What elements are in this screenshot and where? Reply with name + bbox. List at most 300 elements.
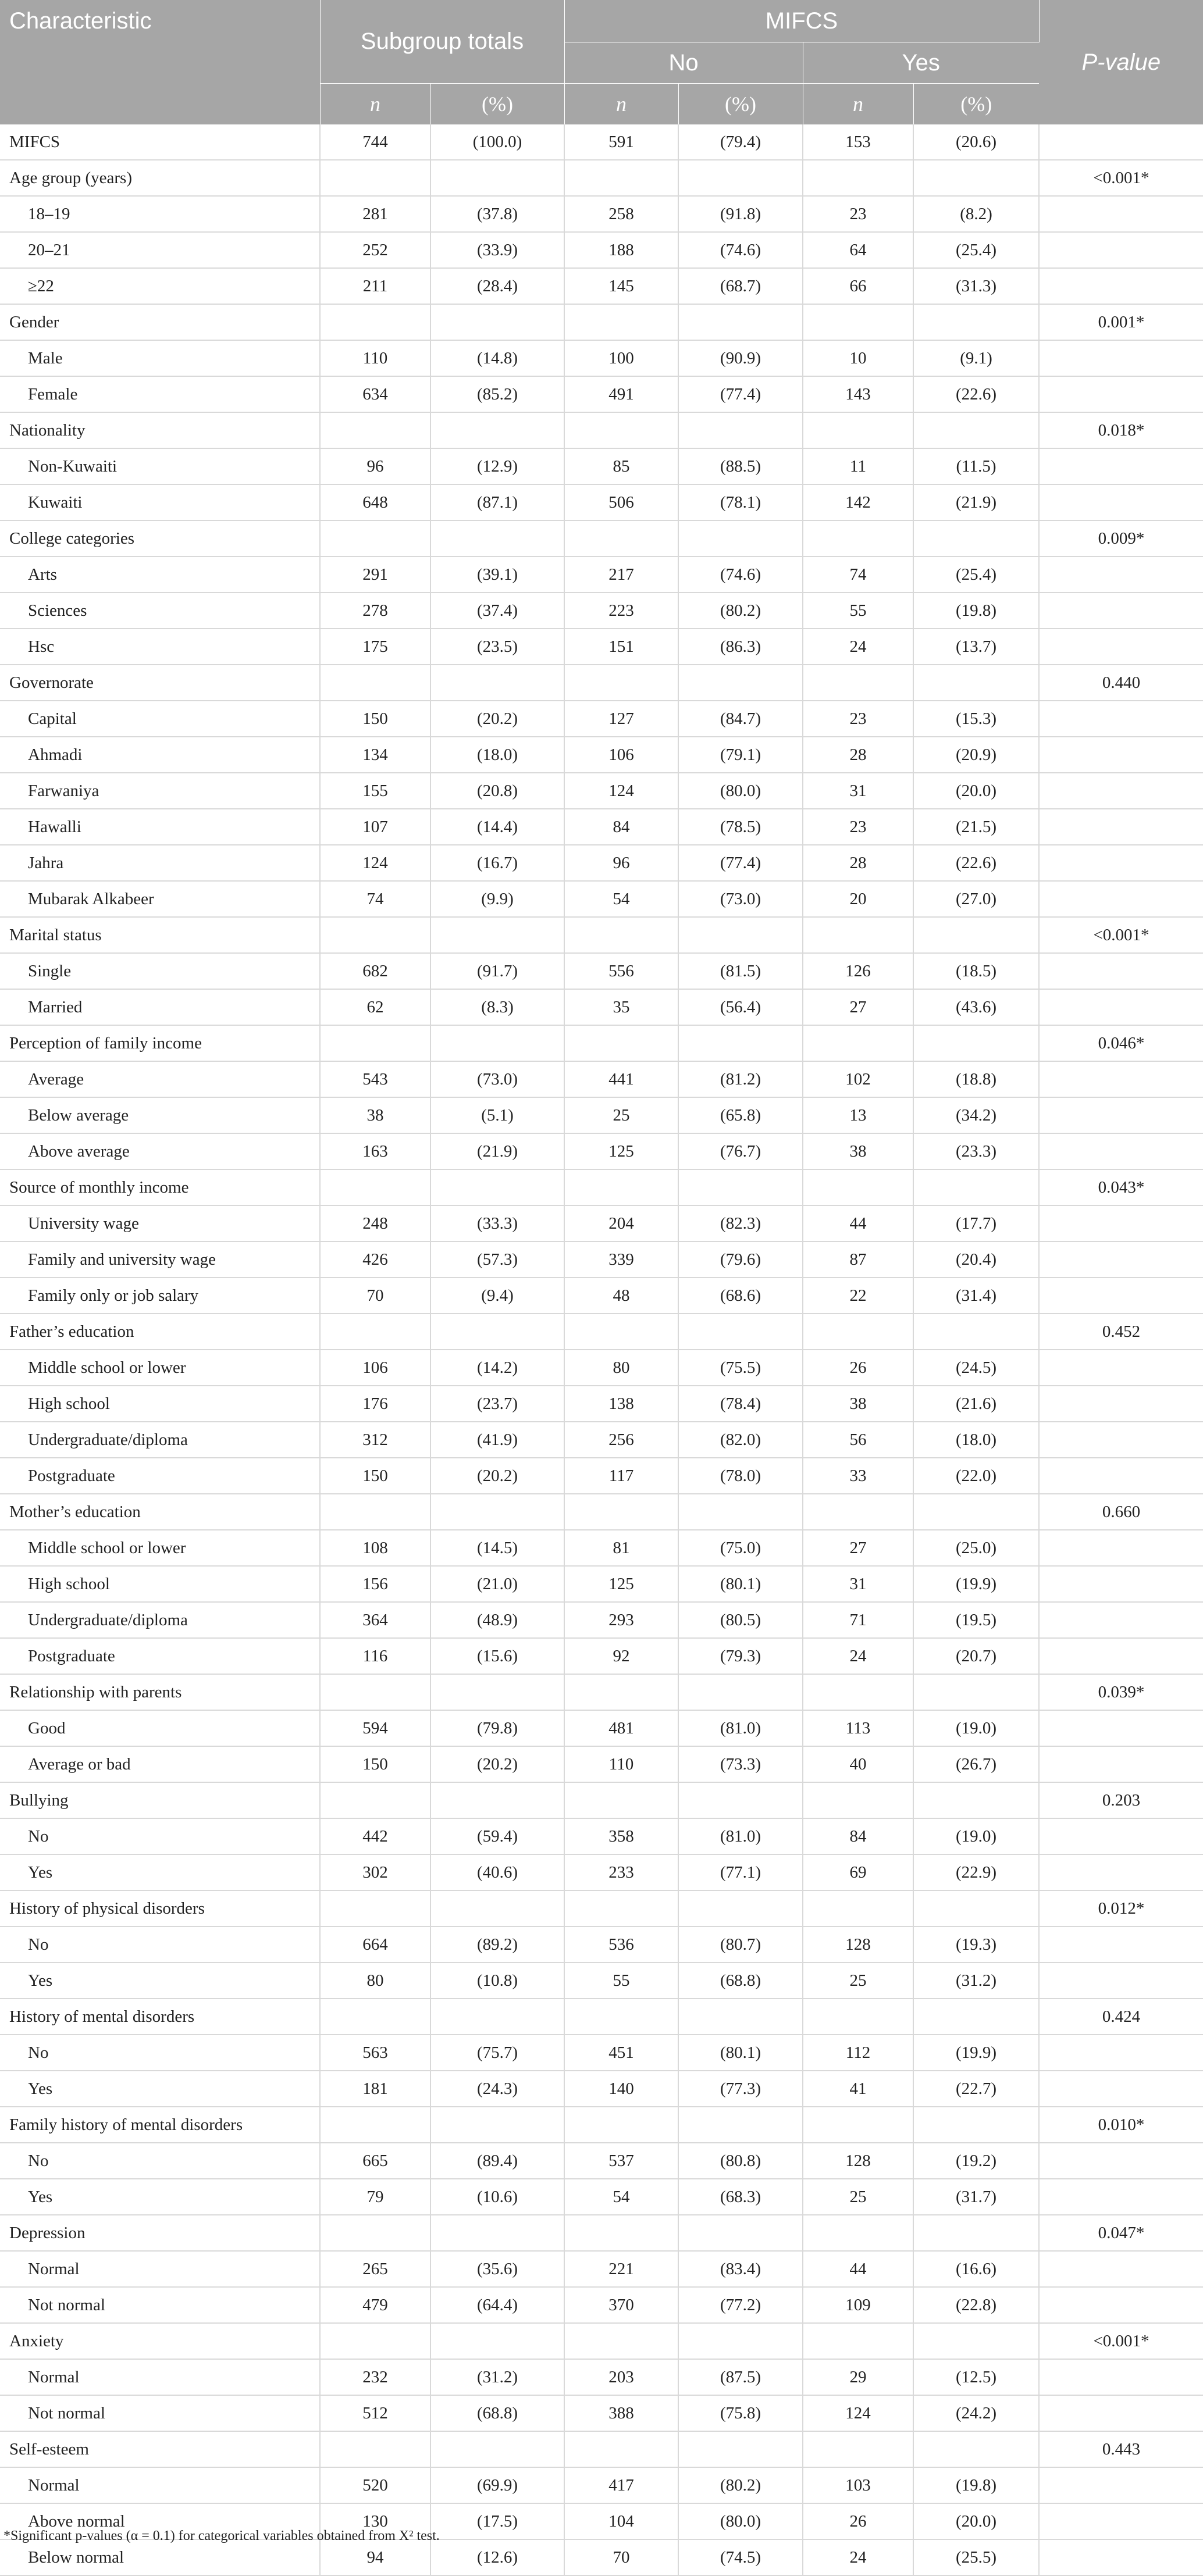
table-row	[0, 1963, 1203, 1999]
cell-row-label: Not normal	[0, 2287, 320, 2323]
header-total-pct: (%)	[430, 84, 564, 125]
cell-total-n: 116	[320, 1638, 430, 1674]
cell-no-n	[564, 304, 678, 340]
cell-no-pct: (79.6)	[678, 1241, 803, 1278]
table-row	[0, 484, 1203, 520]
cell-row-label: Capital	[0, 701, 320, 737]
cell-row-label: Family and university wage	[0, 1241, 320, 1278]
cell-no-n: 188	[564, 232, 678, 268]
cell-total-pct: (17.5)	[430, 2503, 564, 2539]
cell-yes-n: 87	[803, 1241, 913, 1278]
cell-yes-n: 113	[803, 1710, 913, 1746]
cell-total-pct: (33.3)	[430, 1205, 564, 1241]
table-row	[0, 1602, 1203, 1638]
cell-row-label: ≥22	[0, 268, 320, 304]
cell-p-value: 0.018*	[1039, 412, 1203, 448]
cell-p-value	[1039, 1566, 1203, 1602]
cell-total-pct	[430, 2323, 564, 2359]
cell-total-n	[320, 1890, 430, 1926]
cell-total-pct: (14.8)	[430, 340, 564, 376]
cell-p-value	[1039, 1386, 1203, 1422]
cell-no-pct	[678, 2107, 803, 2143]
cell-row-label: Mubarak Alkabeer	[0, 881, 320, 917]
table-row	[0, 1386, 1203, 1422]
table-row	[0, 376, 1203, 412]
cell-no-pct: (65.8)	[678, 1097, 803, 1133]
cell-yes-pct: (20.7)	[913, 1638, 1039, 1674]
cell-total-n: 38	[320, 1097, 430, 1133]
cell-row-label: Married	[0, 989, 320, 1025]
cell-yes-pct: (21.6)	[913, 1386, 1039, 1422]
header-mifcs: MIFCS	[564, 0, 1039, 42]
cell-row-label: Normal	[0, 2251, 320, 2287]
cell-total-n: 364	[320, 1602, 430, 1638]
cell-total-n: 278	[320, 593, 430, 629]
cell-row-label: Kuwaiti	[0, 484, 320, 520]
cell-yes-n: 27	[803, 989, 913, 1025]
cell-yes-n: 31	[803, 1566, 913, 1602]
cell-row-label: Bullying	[0, 1782, 320, 1818]
cell-row-label: University wage	[0, 1205, 320, 1241]
cell-yes-n: 143	[803, 376, 913, 412]
cell-total-pct	[430, 917, 564, 953]
cell-p-value: 0.046*	[1039, 1025, 1203, 1061]
table-row	[0, 989, 1203, 1025]
cell-row-label: Postgraduate	[0, 1458, 320, 1494]
cell-no-n: 54	[564, 881, 678, 917]
table-row	[0, 2539, 1203, 2575]
cell-p-value	[1039, 629, 1203, 665]
cell-p-value	[1039, 2359, 1203, 2395]
cell-total-n: 108	[320, 1530, 430, 1566]
table-group-row	[0, 2323, 1203, 2359]
cell-no-n: 104	[564, 2503, 678, 2539]
cell-p-value	[1039, 124, 1203, 160]
header-no-pct: (%)	[678, 84, 803, 125]
cell-total-pct: (18.0)	[430, 737, 564, 773]
cell-row-label: Source of monthly income	[0, 1169, 320, 1205]
cell-total-pct: (39.1)	[430, 556, 564, 593]
cell-total-pct: (14.5)	[430, 1530, 564, 1566]
cell-no-pct	[678, 2323, 803, 2359]
cell-no-pct: (68.7)	[678, 268, 803, 304]
cell-yes-pct: (26.7)	[913, 1746, 1039, 1782]
cell-total-n: 248	[320, 1205, 430, 1241]
cell-yes-n: 33	[803, 1458, 913, 1494]
table-row	[0, 1566, 1203, 1602]
cell-total-n: 211	[320, 268, 430, 304]
cell-total-n	[320, 1999, 430, 2035]
cell-no-n: 491	[564, 376, 678, 412]
cell-total-pct: (89.4)	[430, 2143, 564, 2179]
cell-no-n: 80	[564, 1350, 678, 1386]
cell-p-value: <0.001*	[1039, 2323, 1203, 2359]
table-row	[0, 2467, 1203, 2503]
cell-no-n: 591	[564, 124, 678, 160]
cell-no-n: 110	[564, 1746, 678, 1782]
cell-p-value	[1039, 1746, 1203, 1782]
cell-yes-n: 44	[803, 1205, 913, 1241]
cell-yes-pct	[913, 160, 1039, 196]
cell-total-n: 156	[320, 1566, 430, 1602]
cell-p-value	[1039, 232, 1203, 268]
cell-yes-pct: (25.4)	[913, 556, 1039, 593]
cell-no-n	[564, 2215, 678, 2251]
cell-no-pct	[678, 665, 803, 701]
cell-yes-n: 26	[803, 2503, 913, 2539]
table-row	[0, 701, 1203, 737]
cell-yes-n	[803, 1169, 913, 1205]
cell-yes-pct: (24.2)	[913, 2395, 1039, 2431]
cell-no-pct: (78.4)	[678, 1386, 803, 1422]
table-row	[0, 845, 1203, 881]
cell-total-pct: (79.8)	[430, 1710, 564, 1746]
cell-no-pct: (73.3)	[678, 1746, 803, 1782]
cell-no-pct: (80.0)	[678, 2503, 803, 2539]
cell-row-label: Middle school or lower	[0, 1350, 320, 1386]
cell-yes-n: 28	[803, 845, 913, 881]
table-row	[0, 2179, 1203, 2215]
cell-total-n: 281	[320, 196, 430, 232]
cell-total-n: 94	[320, 2539, 430, 2575]
cell-yes-pct: (31.3)	[913, 268, 1039, 304]
cell-row-label: Sciences	[0, 593, 320, 629]
cell-row-label: Jahra	[0, 845, 320, 881]
cell-total-n: 232	[320, 2359, 430, 2395]
cell-p-value	[1039, 2539, 1203, 2575]
cell-total-pct: (75.7)	[430, 2035, 564, 2071]
cell-total-n: 291	[320, 556, 430, 593]
cell-yes-pct	[913, 2431, 1039, 2467]
cell-yes-n: 128	[803, 1926, 913, 1963]
cell-p-value: 0.001*	[1039, 304, 1203, 340]
cell-row-label: Hawalli	[0, 809, 320, 845]
cell-total-pct	[430, 665, 564, 701]
cell-p-value	[1039, 2251, 1203, 2287]
cell-no-n: 100	[564, 340, 678, 376]
cell-no-pct: (79.1)	[678, 737, 803, 773]
cell-no-n: 556	[564, 953, 678, 989]
cell-no-n: 35	[564, 989, 678, 1025]
table-group-row	[0, 2107, 1203, 2143]
table-row	[0, 1241, 1203, 1278]
cell-p-value	[1039, 881, 1203, 917]
cell-yes-n: 27	[803, 1530, 913, 1566]
cell-no-n	[564, 2107, 678, 2143]
cell-total-n	[320, 1169, 430, 1205]
cell-yes-pct: (34.2)	[913, 1097, 1039, 1133]
cell-yes-pct: (21.5)	[913, 809, 1039, 845]
cell-total-n: 79	[320, 2179, 430, 2215]
cell-yes-n: 71	[803, 1602, 913, 1638]
cell-p-value: 0.424	[1039, 1999, 1203, 2035]
cell-no-n: 140	[564, 2071, 678, 2107]
cell-no-pct: (90.9)	[678, 340, 803, 376]
cell-total-n: 134	[320, 737, 430, 773]
table-row	[0, 773, 1203, 809]
cell-no-pct	[678, 304, 803, 340]
cell-no-n: 537	[564, 2143, 678, 2179]
cell-total-pct: (68.8)	[430, 2395, 564, 2431]
cell-row-label: Above average	[0, 1133, 320, 1169]
table-row	[0, 1278, 1203, 1314]
cell-yes-pct	[913, 1782, 1039, 1818]
cell-row-label: Nationality	[0, 412, 320, 448]
cell-yes-n: 22	[803, 1278, 913, 1314]
cell-yes-pct: (20.0)	[913, 2503, 1039, 2539]
table-row	[0, 1422, 1203, 1458]
cell-p-value	[1039, 2035, 1203, 2071]
cell-no-n: 127	[564, 701, 678, 737]
cell-no-n: 124	[564, 773, 678, 809]
cell-yes-pct: (21.9)	[913, 484, 1039, 520]
table-row	[0, 629, 1203, 665]
cell-total-pct: (20.8)	[430, 773, 564, 809]
cell-p-value	[1039, 268, 1203, 304]
cell-no-pct: (80.0)	[678, 773, 803, 809]
table-group-row	[0, 2215, 1203, 2251]
cell-yes-n	[803, 2431, 913, 2467]
cell-no-n: 125	[564, 1133, 678, 1169]
cell-p-value	[1039, 196, 1203, 232]
cell-row-label: Average	[0, 1061, 320, 1097]
cell-yes-pct	[913, 1674, 1039, 1710]
cell-total-n: 543	[320, 1061, 430, 1097]
cell-yes-pct	[913, 1494, 1039, 1530]
cell-yes-pct: (27.0)	[913, 881, 1039, 917]
cell-p-value	[1039, 1350, 1203, 1386]
table-group-row	[0, 160, 1203, 196]
cell-no-pct: (68.3)	[678, 2179, 803, 2215]
cell-total-n: 479	[320, 2287, 430, 2323]
cell-no-pct: (77.4)	[678, 845, 803, 881]
cell-yes-n: 41	[803, 2071, 913, 2107]
table-row	[0, 881, 1203, 917]
cell-no-pct	[678, 1025, 803, 1061]
cell-no-n: 223	[564, 593, 678, 629]
cell-no-pct: (75.8)	[678, 2395, 803, 2431]
cell-total-pct: (28.4)	[430, 268, 564, 304]
cell-yes-pct	[913, 665, 1039, 701]
table-row	[0, 593, 1203, 629]
table-row	[0, 2251, 1203, 2287]
cell-total-n: 634	[320, 376, 430, 412]
cell-row-label: Above normal	[0, 2503, 320, 2539]
cell-total-n: 106	[320, 1350, 430, 1386]
header-no: No	[564, 42, 803, 84]
cell-yes-n: 74	[803, 556, 913, 593]
table-row	[0, 1205, 1203, 1241]
cell-total-n: 107	[320, 809, 430, 845]
cell-total-pct: (33.9)	[430, 232, 564, 268]
cell-total-pct: (21.9)	[430, 1133, 564, 1169]
cell-no-n: 145	[564, 268, 678, 304]
cell-yes-n: 38	[803, 1133, 913, 1169]
cell-total-pct: (48.9)	[430, 1602, 564, 1638]
table-row	[0, 1458, 1203, 1494]
table-group-row	[0, 1169, 1203, 1205]
cell-p-value	[1039, 1530, 1203, 1566]
header-total-n: n	[320, 84, 430, 125]
cell-no-pct: (56.4)	[678, 989, 803, 1025]
cell-yes-n: 109	[803, 2287, 913, 2323]
cell-no-n: 92	[564, 1638, 678, 1674]
cell-row-label: Perception of family income	[0, 1025, 320, 1061]
cell-no-n: 451	[564, 2035, 678, 2071]
cell-p-value: 0.010*	[1039, 2107, 1203, 2143]
cell-total-pct: (37.4)	[430, 593, 564, 629]
cell-total-pct: (16.7)	[430, 845, 564, 881]
cell-total-n: 130	[320, 2503, 430, 2539]
cell-no-n: 151	[564, 629, 678, 665]
cell-yes-n	[803, 1890, 913, 1926]
table-group-row	[0, 412, 1203, 448]
cell-no-n: 221	[564, 2251, 678, 2287]
cell-yes-n: 142	[803, 484, 913, 520]
cell-row-label: Age group (years)	[0, 160, 320, 196]
cell-yes-pct: (31.2)	[913, 1963, 1039, 1999]
cell-yes-n: 24	[803, 2539, 913, 2575]
cell-no-n	[564, 1314, 678, 1350]
cell-no-pct	[678, 1314, 803, 1350]
cell-total-n: 176	[320, 1386, 430, 1422]
header-characteristic: Characteristic	[0, 0, 320, 124]
cell-p-value	[1039, 953, 1203, 989]
cell-yes-pct	[913, 2107, 1039, 2143]
cell-yes-n	[803, 1999, 913, 2035]
cell-no-n: 54	[564, 2179, 678, 2215]
cell-total-pct	[430, 1674, 564, 1710]
cell-yes-pct	[913, 2215, 1039, 2251]
table-row	[0, 556, 1203, 593]
cell-yes-n: 44	[803, 2251, 913, 2287]
cell-p-value: <0.001*	[1039, 160, 1203, 196]
cell-yes-pct: (20.9)	[913, 737, 1039, 773]
cell-yes-pct	[913, 1169, 1039, 1205]
table-group-row	[0, 917, 1203, 953]
cell-yes-pct: (22.8)	[913, 2287, 1039, 2323]
cell-no-n: 81	[564, 1530, 678, 1566]
cell-row-label: No	[0, 2143, 320, 2179]
cell-total-n	[320, 2107, 430, 2143]
cell-yes-n: 56	[803, 1422, 913, 1458]
cell-no-pct: (74.5)	[678, 2539, 803, 2575]
cell-yes-pct: (19.8)	[913, 593, 1039, 629]
cell-row-label: High school	[0, 1386, 320, 1422]
cell-yes-pct	[913, 1999, 1039, 2035]
table-row	[0, 1061, 1203, 1097]
cell-total-pct: (85.2)	[430, 376, 564, 412]
cell-p-value	[1039, 376, 1203, 412]
cell-total-n: 74	[320, 881, 430, 917]
cell-yes-pct: (17.7)	[913, 1205, 1039, 1241]
cell-no-pct	[678, 917, 803, 953]
cell-no-pct: (68.6)	[678, 1278, 803, 1314]
table-row	[0, 1097, 1203, 1133]
cell-yes-pct: (43.6)	[913, 989, 1039, 1025]
cell-total-pct	[430, 304, 564, 340]
cell-p-value	[1039, 1458, 1203, 1494]
cell-no-pct: (75.0)	[678, 1530, 803, 1566]
cell-p-value	[1039, 701, 1203, 737]
table-group-row	[0, 520, 1203, 556]
table-row	[0, 2035, 1203, 2071]
cell-yes-n	[803, 2323, 913, 2359]
table-row	[0, 1350, 1203, 1386]
cell-total-pct: (73.0)	[430, 1061, 564, 1097]
cell-total-n: 312	[320, 1422, 430, 1458]
cell-row-label: Normal	[0, 2359, 320, 2395]
cell-yes-n: 64	[803, 232, 913, 268]
cell-total-n: 648	[320, 484, 430, 520]
cell-p-value	[1039, 2071, 1203, 2107]
cell-total-pct: (10.8)	[430, 1963, 564, 1999]
cell-no-n: 417	[564, 2467, 678, 2503]
cell-yes-pct: (19.9)	[913, 2035, 1039, 2071]
cell-no-pct: (91.8)	[678, 196, 803, 232]
cell-total-n	[320, 304, 430, 340]
cell-yes-n	[803, 304, 913, 340]
cell-no-pct: (81.0)	[678, 1710, 803, 1746]
cell-total-n	[320, 2215, 430, 2251]
cell-total-n	[320, 1025, 430, 1061]
cell-yes-n: 153	[803, 124, 913, 160]
cell-total-n: 150	[320, 1458, 430, 1494]
cell-no-n: 293	[564, 1602, 678, 1638]
cell-yes-pct: (18.0)	[913, 1422, 1039, 1458]
cell-no-pct: (73.0)	[678, 881, 803, 917]
cell-no-n: 84	[564, 809, 678, 845]
table-group-row	[0, 1890, 1203, 1926]
cell-total-pct: (37.8)	[430, 196, 564, 232]
table-footnote: *Significant p-values (α = 0.1) for categorical variables obtained from X² test.	[3, 2528, 440, 2543]
cell-yes-pct: (24.5)	[913, 1350, 1039, 1386]
cell-no-pct: (78.5)	[678, 809, 803, 845]
cell-row-label: Gender	[0, 304, 320, 340]
cell-total-n: 442	[320, 1818, 430, 1854]
cell-no-n: 217	[564, 556, 678, 593]
header-subgroup-totals: Subgroup totals	[320, 0, 564, 84]
cell-row-label: Yes	[0, 2179, 320, 2215]
table-row	[0, 1133, 1203, 1169]
cell-p-value	[1039, 2287, 1203, 2323]
cell-yes-n	[803, 1314, 913, 1350]
cell-no-n: 256	[564, 1422, 678, 1458]
cell-yes-n	[803, 1494, 913, 1530]
cell-row-label: Female	[0, 376, 320, 412]
cell-p-value: 0.047*	[1039, 2215, 1203, 2251]
cell-total-n: 664	[320, 1926, 430, 1963]
cell-p-value	[1039, 1097, 1203, 1133]
cell-total-pct	[430, 2215, 564, 2251]
cell-no-pct	[678, 1782, 803, 1818]
cell-no-n	[564, 520, 678, 556]
cell-yes-pct: (25.5)	[913, 2539, 1039, 2575]
cell-yes-n: 124	[803, 2395, 913, 2431]
cell-p-value	[1039, 1854, 1203, 1890]
cell-no-n: 70	[564, 2539, 678, 2575]
cell-row-label: Self-esteem	[0, 2431, 320, 2467]
cell-no-pct: (68.8)	[678, 1963, 803, 1999]
cell-yes-n: 10	[803, 340, 913, 376]
cell-no-pct	[678, 1999, 803, 2035]
cell-yes-pct	[913, 917, 1039, 953]
cell-no-n: 204	[564, 1205, 678, 1241]
table-row	[0, 953, 1203, 989]
cell-no-n	[564, 1169, 678, 1205]
cell-no-n	[564, 917, 678, 953]
cell-row-label: Below normal	[0, 2539, 320, 2575]
